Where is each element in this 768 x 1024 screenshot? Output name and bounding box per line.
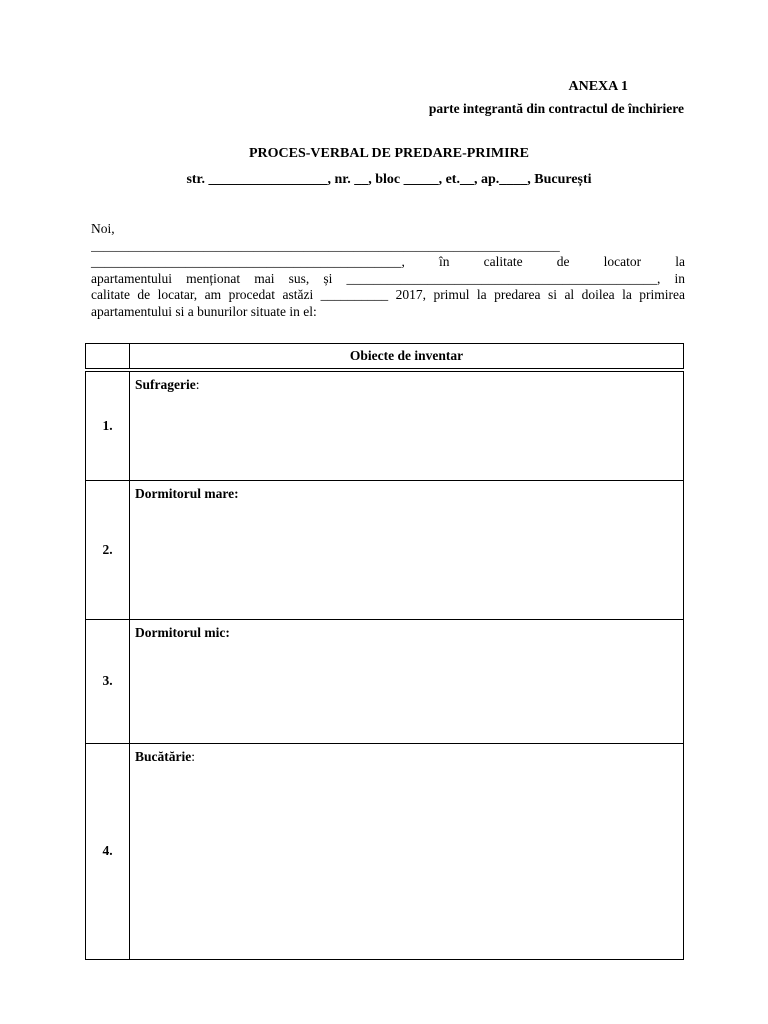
inventory-header-row xyxy=(86,344,684,371)
room-suffix: : xyxy=(191,748,196,764)
room-name: Dormitorul mare: xyxy=(135,485,239,501)
room-cell[interactable] xyxy=(130,743,684,959)
table-row xyxy=(86,619,684,743)
inventory-header: Obiecte de inventar xyxy=(130,344,684,371)
room-name: Sufragerie xyxy=(135,377,196,392)
row-number: 3. xyxy=(86,619,130,743)
document-title: PROCES-VERBAL DE PREDARE-PRIMIRE xyxy=(248,146,530,161)
room-cell[interactable] xyxy=(130,480,684,619)
room-cell[interactable] xyxy=(130,370,684,480)
table-row xyxy=(86,480,684,619)
annex-title: ANEXA 1 xyxy=(568,79,628,94)
row-number: 2. xyxy=(86,480,130,619)
annex-subtitle: parte integrantă din contractul de închiriere xyxy=(428,101,684,116)
intro-line-2: ___________________________________________________________________________ xyxy=(91,238,560,253)
row-number: 1. xyxy=(86,370,130,480)
intro-line-1: Noi, xyxy=(91,221,115,236)
intro-paragraph xyxy=(91,221,685,320)
header-number-cell xyxy=(86,344,130,371)
intro-line-6: apartamentului si a bunurilor situate in el: xyxy=(91,303,317,319)
table-row xyxy=(86,370,684,480)
room-name: Bucătărie xyxy=(135,748,192,764)
table-row xyxy=(86,743,684,959)
intro-line-3: ______________________________________________, în calitate de locator la xyxy=(91,254,685,269)
inventory-table xyxy=(85,343,684,960)
room-suffix: : xyxy=(195,377,200,392)
room-cell[interactable] xyxy=(130,619,684,743)
address-line: str. _________________, nr. __, bloc _____, et.__, ap.____, București xyxy=(186,172,592,187)
row-number: 4. xyxy=(86,743,130,959)
intro-line-5: calitate de locatar, am procedat astăzi __________ 2017, primul la predarea si al doilea la primirea xyxy=(91,287,685,302)
intro-line-4: apartamentului menționat mai sus, și ______________________________________________, in xyxy=(91,270,685,286)
room-name: Dormitorul mic: xyxy=(135,624,230,640)
